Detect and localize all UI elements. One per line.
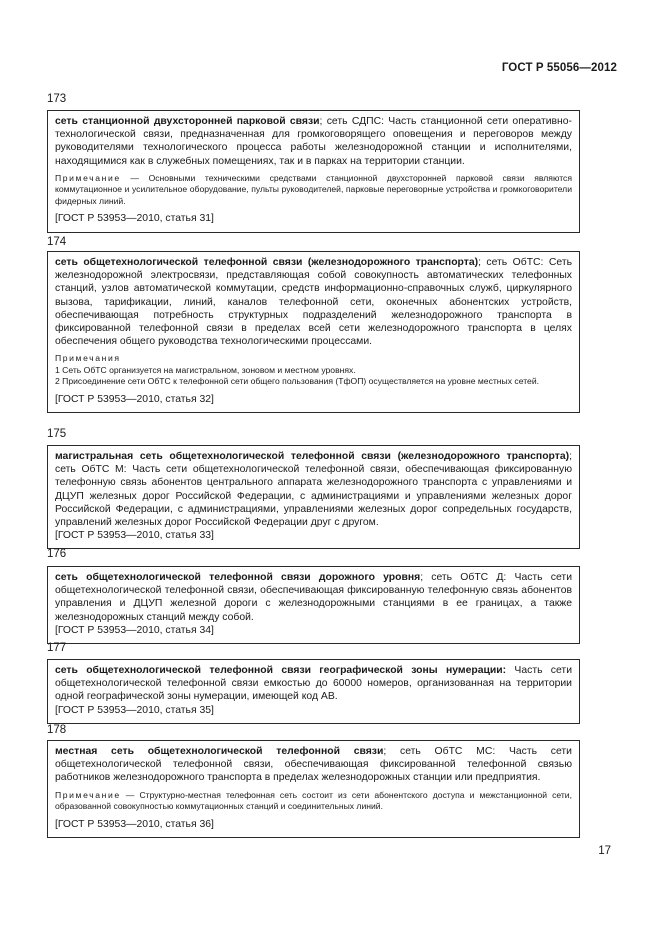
entry-number: 176 xyxy=(47,548,67,560)
term: магистральная сеть общетехнологической телефонной связи (железнодорожного транспорта) xyxy=(55,451,570,462)
term: сеть общетехнологической телефонной связи (железнодорожного транспорта) xyxy=(55,257,479,268)
source-reference: [ГОСТ Р 53953—2010, статья 34] xyxy=(55,624,214,636)
definition-text: ; сеть ОбТС Д: Часть сети общетехнологической телефонной связи, обеспечивающая фиксированную телефонную связь абонентов управления и ДЦУП железной дороги с железнодорожными станциями в ее границах, а также железнодорожных станций между собой. xyxy=(55,572,572,623)
definition xyxy=(55,450,572,529)
term-entry xyxy=(47,659,580,724)
definition xyxy=(55,745,572,785)
note-item: 2 Присоединение сети ОбТС к телефонной сети общего пользования (ТфОП) осуществляется на уровне местных сетей. xyxy=(55,376,540,387)
note xyxy=(55,353,572,388)
entry-number: 174 xyxy=(47,236,67,248)
definition-text: Часть сети общетехнологической телефонной связи емкостью до 60000 номеров, организованная на территории одной географической зоны нумерации, имеющей код АВ. xyxy=(55,665,572,703)
entry-number: 173 xyxy=(47,93,67,105)
term-entry xyxy=(47,110,580,233)
entry-number: 175 xyxy=(47,428,67,440)
definition-text: ; сеть СДПС: Часть станционной сети оперативно-технологической связи, предназначенная для громкоговорящего оповещения и переговоров между руководителями технологического процесса работы железнодорожной станции и исполнителями, находящимися как в служебных помещениях, так и в парках на территории станции. xyxy=(55,116,573,167)
note-text: — Структурно-местная телефонная сеть состоит из сети абонентского доступа и межстанционной сети, образованной совокупностью коммутационных станций и соединительных линий. xyxy=(55,789,572,812)
document-header: ГОСТ Р 55056—2012 xyxy=(501,62,617,74)
entry-number: 177 xyxy=(47,642,67,654)
source-reference: [ГОСТ Р 53953—2010, статья 35] xyxy=(55,704,214,716)
definition-text: ; сеть ОбТС: Сеть железнодорожной электросвязи, представляющая собой совокупность автоматических телефонных станций, узлов автоматической коммутации, средств информационно-справочных служб, циркулярного вызова, тарификации, линий, каналов телефонной сети, оконечных абонентских устройств, обеспечивающая потребность структурных подразделений железнодорожного транспорта в фиксированной телефонной связи в пределах всей сети железнодорожного транспорта в целях обеспечения общего руководства технологическими процессами. xyxy=(55,257,572,348)
definition-text: ; сеть ОбТС М: Часть сети общетехнологической телефонной связи, обеспечивающая фиксированную телефонную связь абонентов центрального аппарата железнодорожного транспорта с управлениями и ДЦУП железных дорог Российской Федерации, с администрациями и управлениями железных дорог Российской Федерации, с администрациями, управлениями железных дорог сопредельных государств, управлений железных дорог Российской Федерации друг с другом. xyxy=(55,451,572,529)
definition xyxy=(55,571,572,624)
term: сеть станционной двухсторонней парковой связи xyxy=(55,116,320,127)
source-reference: [ГОСТ Р 53953—2010, статья 31] xyxy=(55,213,214,225)
term: сеть общетехнологической телефонной связи географической зоны нумерации: xyxy=(55,665,507,676)
term: местная сеть общетехнологической телефонной связи xyxy=(55,746,384,757)
source-reference: [ГОСТ Р 53953—2010, статья 32] xyxy=(55,393,214,405)
definition xyxy=(55,256,572,348)
term-entry xyxy=(47,445,580,549)
term-entry xyxy=(47,251,580,413)
term-entry xyxy=(47,566,580,644)
note xyxy=(55,173,572,208)
note-item: 1 Сеть ОбТС организуется на магистральном, зоновом и местном уровнях. xyxy=(55,364,356,375)
page-number: 17 xyxy=(598,845,611,857)
source-reference: [ГОСТ Р 53953—2010, статья 33] xyxy=(55,530,214,542)
term-entry xyxy=(47,740,580,838)
definition-text: ; сеть ОбТС МС: Часть сети общетехнологической телефонной связи, обеспечивающая фиксированной телефонной связью работников железнодорожного транспорта в пределах железнодорожных станции или предприятия. xyxy=(55,746,572,784)
definition xyxy=(55,664,572,704)
note xyxy=(55,790,572,813)
note-label: Примечание xyxy=(55,172,121,183)
term: сеть общетехнологической телефонной связи дорожного уровня xyxy=(55,572,421,583)
source-reference: [ГОСТ Р 53953—2010, статья 36] xyxy=(55,818,214,830)
note-text: — Основными техническими средствами станционной двухсторонней парковой связи являются коммутационное и усилительное оборудование, пульты руководителей, парковые переговорные устройства и громкоговорители фидерных линий. xyxy=(55,172,572,206)
definition xyxy=(55,115,572,168)
entry-number: 178 xyxy=(47,724,67,736)
note-label: Примечание xyxy=(55,789,121,800)
note-label: Примечания xyxy=(55,353,121,364)
